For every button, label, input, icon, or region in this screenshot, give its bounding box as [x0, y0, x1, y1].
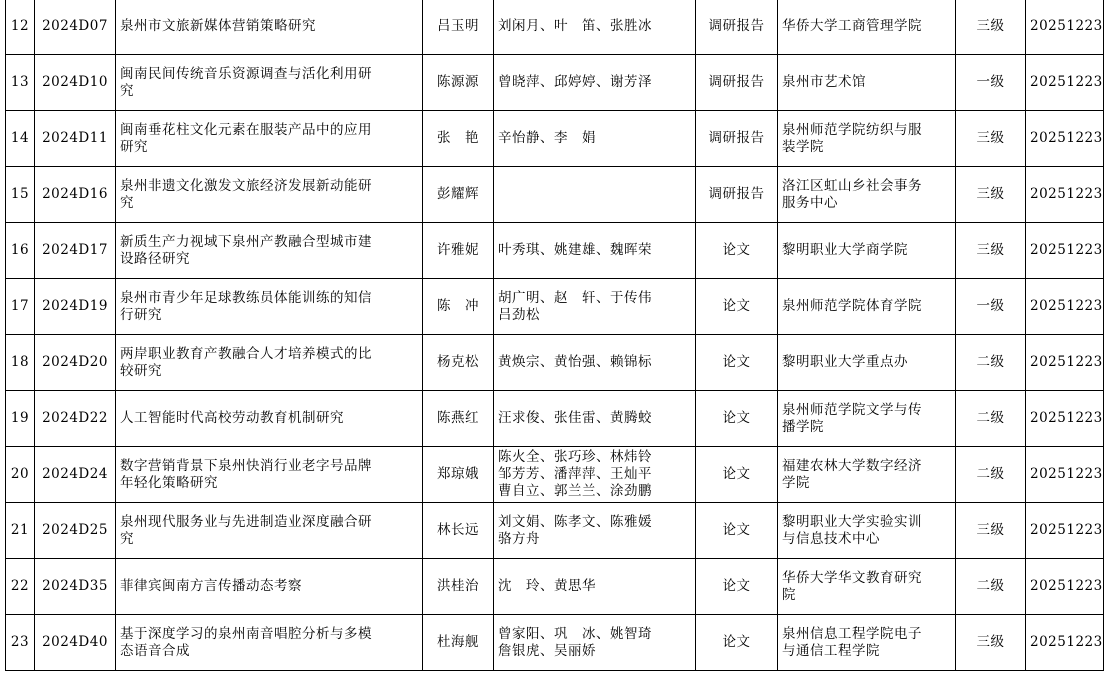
project-title-line: 设路径研究: [120, 250, 190, 267]
project-title-line: 较研究: [120, 362, 162, 379]
row-number: 15: [6, 167, 35, 223]
team-members: [494, 615, 696, 671]
award-level: 三级: [956, 111, 1026, 167]
team-members-line: 刘闲月、叶 笛、张胜冰: [498, 18, 652, 34]
lead-researcher: 杜海舰: [423, 615, 494, 671]
project-code: 2024D22: [35, 391, 116, 447]
project-title: [116, 447, 423, 503]
table-row: [6, 223, 1104, 279]
team-members-line: 詹银虎、吴丽娇: [498, 642, 596, 659]
table-body: [6, 0, 1104, 671]
row-number: 17: [6, 279, 35, 335]
team-members-line: 黄焕宗、黄怡强、赖锦标: [498, 354, 652, 370]
row-number: 23: [6, 615, 35, 671]
work-unit-line: 黎明职业大学重点办: [782, 354, 908, 370]
result-type: 调研报告: [696, 167, 778, 223]
team-members-line: 曹自立、郭兰兰、涂劲鹏: [498, 483, 652, 499]
team-members-line: 骆方舟: [498, 530, 540, 547]
row-number: 12: [6, 0, 35, 55]
work-unit-line: 黎明职业大学实验实训: [782, 513, 922, 530]
lead-researcher: 彭耀辉: [423, 167, 494, 223]
result-type: 论文: [696, 615, 778, 671]
project-title: [116, 223, 423, 279]
completion-date: 20251223: [1026, 447, 1104, 503]
lead-researcher: 林长远: [423, 503, 494, 559]
table-row: [6, 111, 1104, 167]
work-unit-line: 泉州师范学院文学与传: [782, 401, 922, 418]
project-title-line: 研究: [120, 138, 148, 155]
award-level: 三级: [956, 503, 1026, 559]
work-unit: [778, 167, 956, 223]
team-members: [494, 503, 696, 559]
work-unit-line: 泉州师范学院纺织与服: [782, 121, 922, 138]
award-level: 二级: [956, 335, 1026, 391]
work-unit: [778, 55, 956, 111]
result-type: 调研报告: [696, 0, 778, 55]
result-type: 论文: [696, 391, 778, 447]
table-row: [6, 447, 1104, 503]
team-members-line: 胡广明、赵 轩、于传伟: [498, 289, 652, 306]
award-level: 二级: [956, 391, 1026, 447]
project-title: [116, 503, 423, 559]
lead-researcher: 陈燕红: [423, 391, 494, 447]
project-title-line: 基于深度学习的泉州南音唱腔分析与多模: [120, 625, 372, 642]
row-number: 18: [6, 335, 35, 391]
work-unit-line: 泉州师范学院体育学院: [782, 298, 922, 314]
project-code: 2024D07: [35, 0, 116, 55]
table-row: [6, 55, 1104, 111]
work-unit-line: 院: [782, 586, 796, 603]
work-unit: [778, 335, 956, 391]
work-unit-line: 与信息技术中心: [782, 530, 880, 547]
team-members: [494, 55, 696, 111]
project-title-line: 两岸职业教育产教融合人才培养模式的比: [120, 345, 372, 362]
result-type: 论文: [696, 279, 778, 335]
team-members: [494, 111, 696, 167]
completion-date: 20251223: [1026, 55, 1104, 111]
project-title: [116, 279, 423, 335]
results-table: [5, 0, 1104, 671]
project-title-line: 菲律宾闽南方言传播动态考察: [120, 578, 302, 594]
project-title: [116, 559, 423, 615]
project-title: [116, 167, 423, 223]
lead-researcher: 陈源源: [423, 55, 494, 111]
row-number: 14: [6, 111, 35, 167]
project-title-line: 闽南民间传统音乐资源调查与活化利用研: [120, 65, 372, 82]
work-unit: [778, 111, 956, 167]
project-title-line: 新质生产力视域下泉州产教融合型城市建: [120, 233, 372, 250]
table-row: [6, 503, 1104, 559]
project-title-line: 态语音合成: [120, 642, 190, 659]
table-row: [6, 0, 1104, 55]
lead-researcher: 郑琼娥: [423, 447, 494, 503]
result-type: 论文: [696, 335, 778, 391]
work-unit-line: 学院: [782, 474, 810, 491]
work-unit-line: 洛江区虹山乡社会事务: [782, 177, 922, 194]
project-code: 2024D25: [35, 503, 116, 559]
project-code: 2024D11: [35, 111, 116, 167]
row-number: 16: [6, 223, 35, 279]
row-number: 20: [6, 447, 35, 503]
team-members-line: 曾晓萍、邱婷婷、谢芳泽: [498, 74, 652, 90]
row-number: 13: [6, 55, 35, 111]
award-level: 三级: [956, 0, 1026, 55]
completion-date: 20251223: [1026, 167, 1104, 223]
work-unit-line: 华侨大学华文教育研究: [782, 569, 922, 586]
project-title-line: 泉州非遗文化激发文旅经济发展新动能研: [120, 177, 372, 194]
project-title-line: 人工智能时代高校劳动教育机制研究: [120, 410, 344, 426]
project-code: 2024D20: [35, 335, 116, 391]
team-members-line: 叶秀琪、姚建雄、魏晖荣: [498, 242, 652, 258]
award-level: 三级: [956, 167, 1026, 223]
team-members: [494, 279, 696, 335]
result-type: 论文: [696, 447, 778, 503]
project-title: [116, 111, 423, 167]
project-code: 2024D16: [35, 167, 116, 223]
result-type: 调研报告: [696, 111, 778, 167]
award-level: 三级: [956, 223, 1026, 279]
team-members-line: 刘文娟、陈孝文、陈雅媛: [498, 513, 652, 530]
team-members: [494, 391, 696, 447]
table-row: [6, 559, 1104, 615]
team-members: [494, 0, 696, 55]
project-title-line: 究: [120, 194, 134, 211]
project-code: 2024D17: [35, 223, 116, 279]
team-members: [494, 223, 696, 279]
lead-researcher: 吕玉明: [423, 0, 494, 55]
project-title: [116, 0, 423, 55]
work-unit: [778, 503, 956, 559]
work-unit-line: 泉州信息工程学院电子: [782, 625, 922, 642]
row-number: 19: [6, 391, 35, 447]
completion-date: 20251223: [1026, 559, 1104, 615]
project-code: 2024D40: [35, 615, 116, 671]
work-unit-line: 装学院: [782, 138, 824, 155]
work-unit: [778, 279, 956, 335]
project-title: [116, 391, 423, 447]
work-unit: [778, 223, 956, 279]
completion-date: 20251223: [1026, 0, 1104, 55]
project-title-line: 究: [120, 530, 134, 547]
completion-date: 20251223: [1026, 335, 1104, 391]
completion-date: 20251223: [1026, 223, 1104, 279]
team-members-line: 曾家阳、巩 冰、姚智琦: [498, 625, 652, 642]
project-title-line: 数字营销背景下泉州快消行业老字号品牌: [120, 457, 372, 474]
award-level: 二级: [956, 559, 1026, 615]
table-row: [6, 167, 1104, 223]
row-number: 22: [6, 559, 35, 615]
team-members: [494, 335, 696, 391]
lead-researcher: 陈 冲: [423, 279, 494, 335]
project-title: [116, 55, 423, 111]
project-title-line: 究: [120, 82, 134, 99]
project-title: [116, 335, 423, 391]
project-code: 2024D19: [35, 279, 116, 335]
project-title-line: 行研究: [120, 306, 162, 323]
lead-researcher: 许雅妮: [423, 223, 494, 279]
work-unit-line: 黎明职业大学商学院: [782, 242, 908, 258]
completion-date: 20251223: [1026, 279, 1104, 335]
team-members-line: 辛怡静、李 娟: [498, 130, 596, 146]
lead-researcher: 张 艳: [423, 111, 494, 167]
lead-researcher: 洪桂治: [423, 559, 494, 615]
project-title: [116, 615, 423, 671]
completion-date: 20251223: [1026, 503, 1104, 559]
table-row: [6, 391, 1104, 447]
work-unit: [778, 559, 956, 615]
team-members-line: 吕劲松: [498, 306, 540, 323]
table-row: [6, 279, 1104, 335]
project-title-line: 闽南垂花柱文化元素在服装产品中的应用: [120, 121, 372, 138]
project-title-line: 泉州现代服务业与先进制造业深度融合研: [120, 513, 372, 530]
team-members-line: 沈 玲、黄思华: [498, 578, 596, 594]
result-type: 调研报告: [696, 55, 778, 111]
result-type: 论文: [696, 503, 778, 559]
project-title-line: 年轻化策略研究: [120, 474, 218, 491]
team-members-line: 邹芳芳、潘萍萍、王灿平: [498, 466, 652, 482]
completion-date: 20251223: [1026, 615, 1104, 671]
project-title-line: 泉州市青少年足球教练员体能训练的知信: [120, 289, 372, 306]
work-unit-line: 福建农林大学数字经济: [782, 457, 922, 474]
team-members: [494, 559, 696, 615]
table-row: [6, 335, 1104, 391]
result-type: 论文: [696, 223, 778, 279]
work-unit-line: 华侨大学工商管理学院: [782, 18, 922, 34]
award-level: 一级: [956, 55, 1026, 111]
work-unit-line: 与通信工程学院: [782, 642, 880, 659]
project-code: 2024D24: [35, 447, 116, 503]
project-code: 2024D35: [35, 559, 116, 615]
award-level: 三级: [956, 615, 1026, 671]
work-unit: [778, 391, 956, 447]
work-unit-line: 播学院: [782, 418, 824, 435]
award-level: 一级: [956, 279, 1026, 335]
work-unit-line: 泉州市艺术馆: [782, 74, 866, 90]
award-level: 二级: [956, 447, 1026, 503]
project-code: 2024D10: [35, 55, 116, 111]
team-members: [494, 167, 696, 223]
work-unit: [778, 0, 956, 55]
completion-date: 20251223: [1026, 111, 1104, 167]
result-type: 论文: [696, 559, 778, 615]
table-row: [6, 615, 1104, 671]
project-title-line: 泉州市文旅新媒体营销策略研究: [120, 18, 316, 34]
team-members-line: 陈火全、张巧珍、林炜铃: [498, 449, 652, 465]
team-members-line: 汪求俊、张佳雷、黄腾蛟: [498, 410, 652, 426]
work-unit-line: 服务中心: [782, 194, 838, 211]
team-members: [494, 447, 696, 503]
completion-date: 20251223: [1026, 391, 1104, 447]
work-unit: [778, 447, 956, 503]
lead-researcher: 杨克松: [423, 335, 494, 391]
row-number: 21: [6, 503, 35, 559]
work-unit: [778, 615, 956, 671]
